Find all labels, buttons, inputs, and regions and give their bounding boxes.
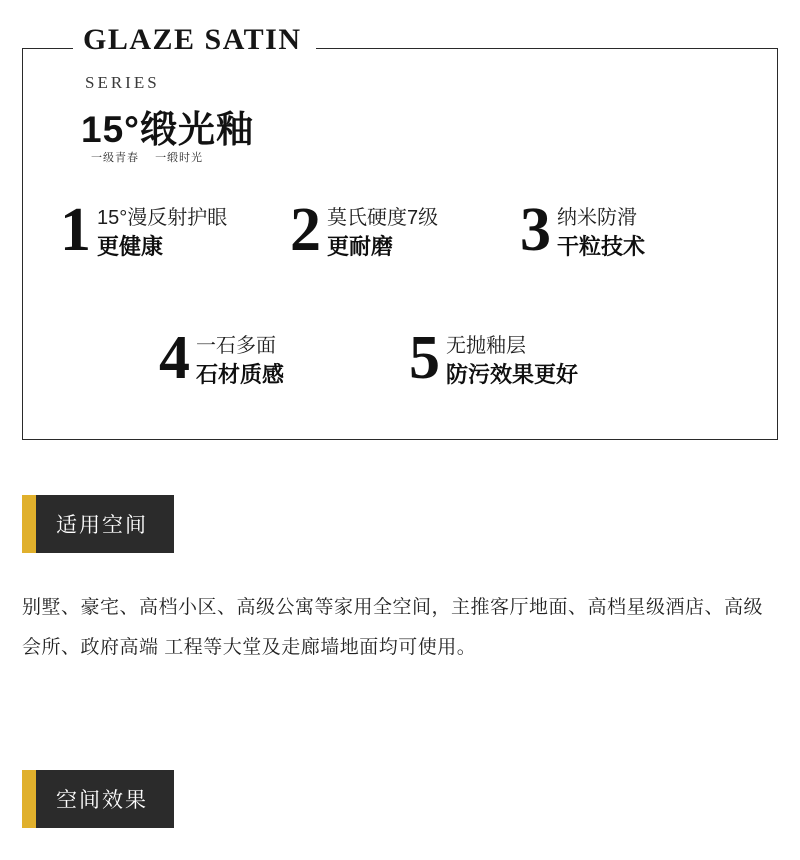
brand-title-en: GLAZE SATIN xyxy=(83,23,302,56)
feature-benefit: 干粒技术 xyxy=(557,234,646,259)
feature-text xyxy=(327,201,438,261)
feature-text xyxy=(196,329,284,389)
feature-headline: 纳米防滑 xyxy=(557,207,637,229)
applicable-space-description: 别墅、豪宅、高档小区、高级公寓等家用全空间，主推客厅地面、高档星级酒店、高级会所、政府高端 工程等大堂及走廊墙地面均可使用。 xyxy=(22,597,764,658)
accent-bar xyxy=(22,770,36,828)
feature-benefit: 石材质感 xyxy=(196,362,285,387)
section-heading-label: 空间效果 xyxy=(36,770,174,828)
feature-text xyxy=(557,201,645,261)
hero-frame xyxy=(22,23,778,440)
feature-row-top xyxy=(23,196,777,264)
feature-headline: 无抛釉层 xyxy=(446,335,526,357)
feature-item-5 xyxy=(409,324,659,392)
product-name: 15°缎光釉 xyxy=(81,109,254,150)
feature-item-2 xyxy=(290,196,520,264)
feature-number: 2 xyxy=(290,196,321,264)
brand-title-container xyxy=(73,23,316,57)
section-heading-space-effect xyxy=(22,770,174,828)
feature-text xyxy=(446,329,578,389)
feature-number: 5 xyxy=(409,324,440,392)
feature-item-1 xyxy=(60,196,290,264)
feature-text xyxy=(97,201,227,261)
accent-bar xyxy=(22,495,36,553)
feature-benefit: 防污效果更好 xyxy=(446,362,579,387)
feature-headline: 莫氏硬度7级 xyxy=(327,207,439,229)
section-heading-applicable-space xyxy=(22,495,174,553)
feature-headline: 15°漫反射护眼 xyxy=(97,207,228,229)
product-tagline xyxy=(91,149,215,165)
feature-number: 1 xyxy=(60,196,91,264)
tagline-right: 一缎时光 xyxy=(155,152,204,164)
section-heading-label: 适用空间 xyxy=(36,495,174,553)
feature-benefit: 更耐磨 xyxy=(327,234,394,259)
brand-subtitle-en: SERIES xyxy=(85,73,160,92)
feature-headline: 一石多面 xyxy=(196,335,276,357)
feature-number: 3 xyxy=(520,196,551,264)
feature-list xyxy=(23,196,777,392)
feature-item-3 xyxy=(520,196,750,264)
tagline-left: 一级青春 xyxy=(91,152,139,164)
feature-row-bottom xyxy=(23,324,777,392)
feature-number: 4 xyxy=(159,324,190,392)
feature-benefit: 更健康 xyxy=(97,234,164,259)
feature-item-4 xyxy=(159,324,409,392)
